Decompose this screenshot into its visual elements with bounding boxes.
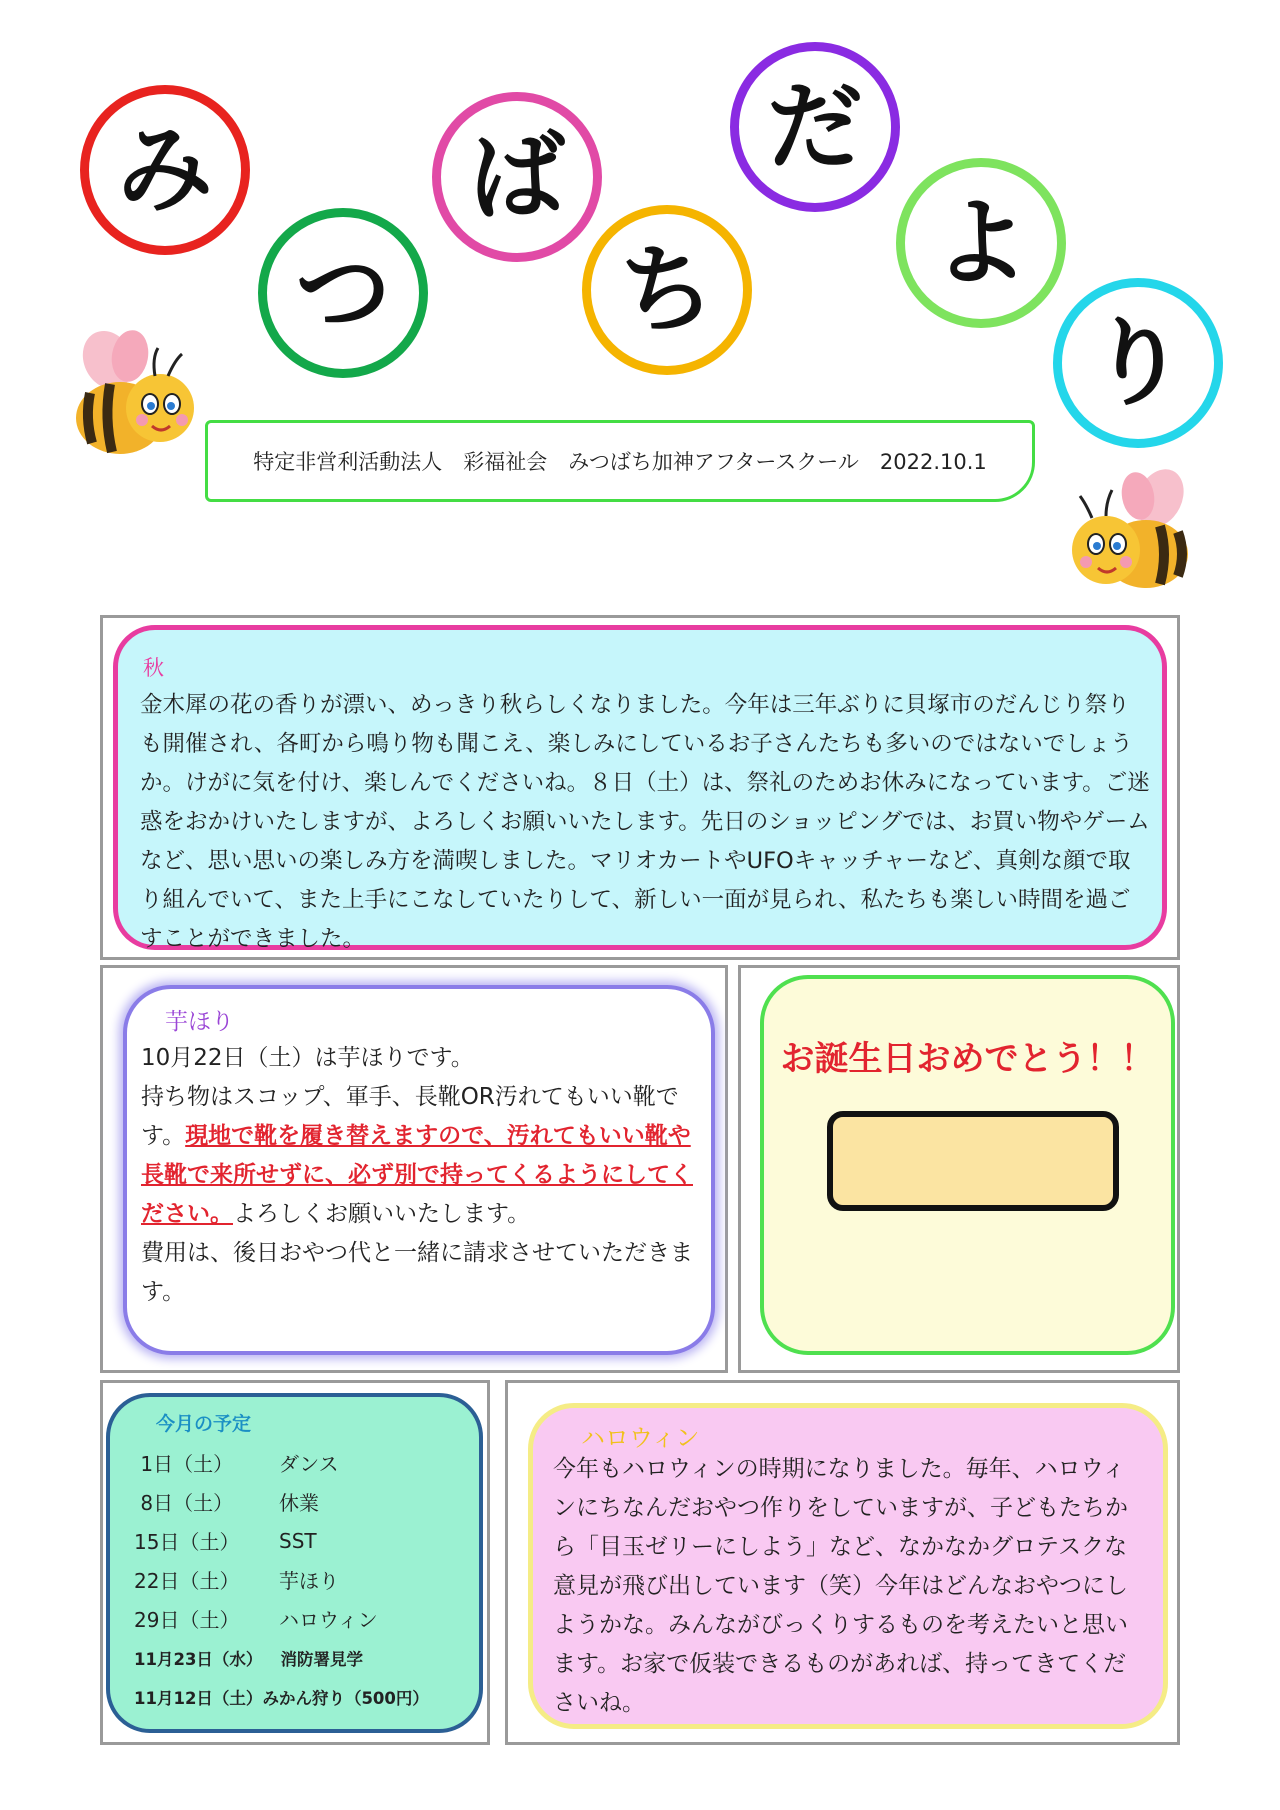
- birthday-name-box: [827, 1111, 1119, 1211]
- schedule-label: 今月の予定: [156, 1413, 252, 1435]
- imo-line-3: よろしくお願いいたします。: [233, 1201, 531, 1227]
- schedule-list: [134, 1443, 429, 1716]
- title-char-tsu: つ: [258, 208, 428, 378]
- schedule-item: 8日（土） 休業: [134, 1491, 319, 1515]
- autumn-section: [113, 625, 1167, 950]
- halloween-label: ハロウィン: [581, 1424, 700, 1452]
- schedule-item: 15日（土） SST: [134, 1528, 317, 1554]
- title-char-mi: み: [80, 85, 250, 255]
- imo-line-2: [141, 1078, 697, 1234]
- imo-line-1: 10月22日（土）は芋ほりです。: [141, 1045, 474, 1071]
- birthday-title: お誕生日おめでとう！！: [780, 1039, 1155, 1079]
- autumn-text: 金木犀の花の香りが漂い、めっきり秋らしくなりました。今年は三年ぶりに貝塚市のだんじり祭りも開催され、各町から鳴り物も聞こえ、楽しみにしているお子さんたちも多いのではないでしょうか。けがに気を付け、楽しんでくださいね。８日（土）は、祭礼のためお休みになっています。ご迷惑をおかけいたしますが、よろしくお願いいたします。先日のショッピングでは、お買い物やゲームなど、思い思いの楽しみ方を満喫しました。マリオカートやUFOキャッチャーなど、真剣な顔で取り組んでいて、また上手にこなしていたりして、新しい一面が見られ、私たちも楽しい時間を過ごすことができました。: [140, 692, 1150, 952]
- schedule-item: 11月12日（土） みかん狩り（500円）: [134, 1688, 429, 1708]
- bee-illustration-right: [1060, 458, 1200, 608]
- organization-banner: [205, 420, 1035, 502]
- schedule-item: 22日（土） 芋ほり: [134, 1569, 339, 1593]
- imo-line-4: 費用は、後日おやつ代と一緒に請求させていただきます。: [141, 1240, 693, 1305]
- schedule-item: 11月23日（水） 消防署見学: [134, 1649, 363, 1669]
- imo-section: [123, 985, 715, 1355]
- title-char-da: だ: [730, 42, 900, 212]
- imo-label: 芋ほり: [165, 1009, 234, 1035]
- title-char-chi: ち: [582, 205, 752, 375]
- schedule-item: 1日（土） ダンス: [134, 1452, 339, 1476]
- autumn-label: 秋: [143, 656, 164, 680]
- bee-illustration-left: [60, 318, 200, 468]
- halloween-text: 今年もハロウィンの時期になりました。毎年、ハロウィンにちなんだおやつ作りをしていますが、子どもたちから「目玉ゼリーにしよう」など、なかなかグロテスクな意見が飛び出しています（笑）今年はどんなおやつにしようかな。みんながびっくりするものを考えたいと思います。お家で仮装できるものがあれば、持ってきてくださいね。: [553, 1456, 1128, 1716]
- schedule-item: 29日（土） ハロウィン: [134, 1608, 378, 1632]
- title-char-ri: り: [1053, 278, 1223, 448]
- title-char-ba: ば: [432, 92, 602, 262]
- title-char-yo: よ: [896, 158, 1066, 328]
- imo-warning: 現地で靴を履き替えますので、汚れてもいい靴や長靴で来所せずに、必ず別で持ってくるようにしてください。: [141, 1123, 693, 1227]
- imo-text: [141, 1039, 697, 1312]
- schedule-section: [106, 1393, 483, 1733]
- birthday-section: [760, 975, 1175, 1355]
- organization-text: 特定非営利活動法人 彩福祉会 みつばち加神アフタースクール 2022.10.1: [253, 450, 987, 474]
- halloween-section: [528, 1403, 1168, 1729]
- imo-line-2-text: 持ち物はスコップ、軍手、長靴OR汚れてもいい靴です。: [141, 1084, 679, 1149]
